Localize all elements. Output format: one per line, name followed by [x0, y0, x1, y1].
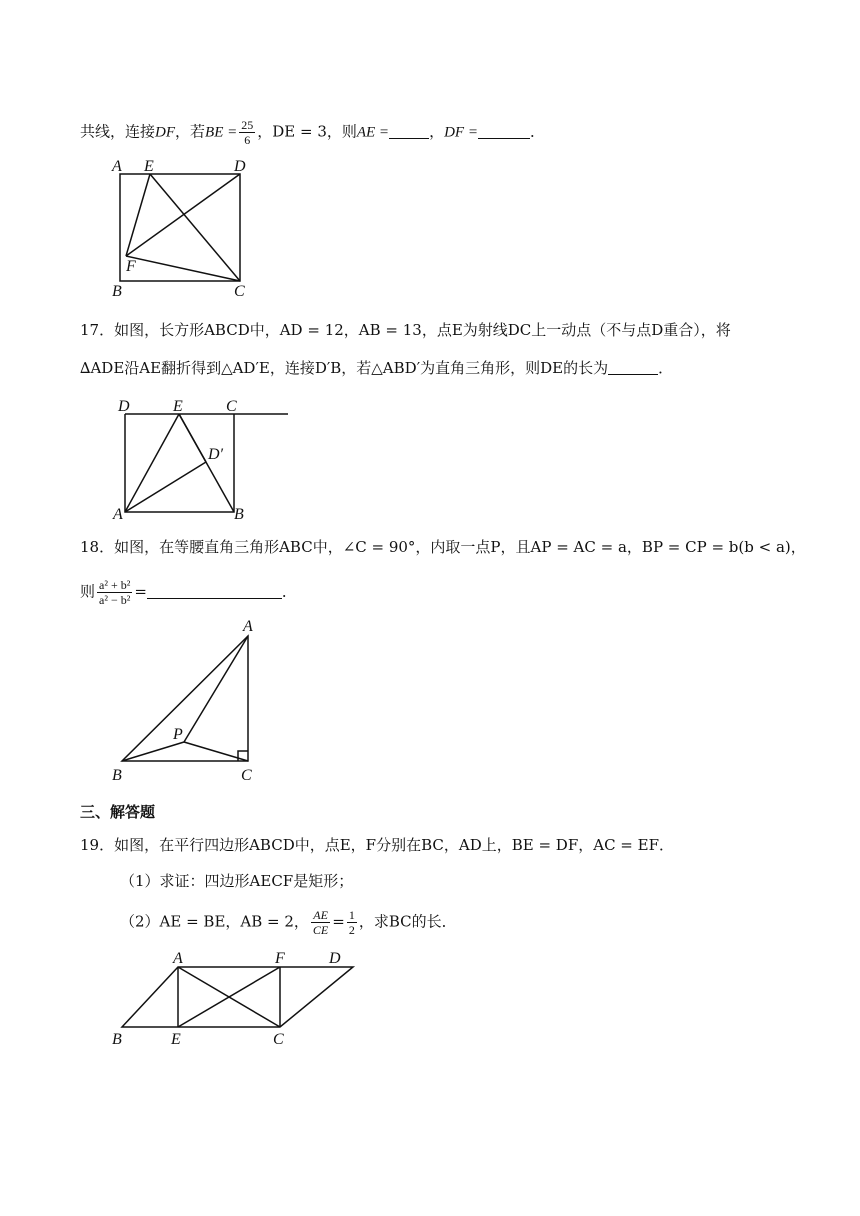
- q18-then: 则: [80, 582, 96, 601]
- q16-label-d: D: [234, 158, 246, 175]
- q16-de-part: ，DE = 3，则: [257, 122, 357, 141]
- q16-comma: ，: [429, 122, 445, 141]
- q16-be-den: 6: [244, 133, 251, 147]
- q18-frac-den: a² − b²: [99, 593, 131, 607]
- q17-label-a: A: [113, 506, 123, 523]
- q17-answer-blank[interactable]: [608, 360, 658, 375]
- q18-figure: [105, 612, 275, 787]
- q16-segment-df: [126, 174, 240, 256]
- q18-line2: [80, 578, 297, 607]
- q19-half-fraction: [347, 908, 357, 937]
- q17-label-c: C: [226, 398, 237, 415]
- q16-df-blank[interactable]: [478, 124, 530, 139]
- q18-answer-blank[interactable]: [147, 584, 282, 599]
- q19-half-num: 1: [348, 908, 355, 922]
- q16-label-a: A: [112, 158, 122, 175]
- q17-segment-ae: [125, 414, 179, 512]
- q16-prefix: 共线，连接: [80, 122, 156, 141]
- q19-line1: 19．如图，在平行四边形ABCD中，点E，F分别在BC，AD上，BE = DF，AC = EF．: [80, 836, 675, 854]
- q19-label-b: B: [112, 1031, 122, 1048]
- q17-rectangle: [125, 414, 234, 512]
- q17-line1: 17．如图，长方形ABCD中，AD = 12，AB = 13，点E为射线DC上一动点（不与点D重合），将: [80, 321, 731, 339]
- q18-eq: =: [134, 582, 147, 601]
- q16-segment-ef: [126, 174, 150, 256]
- q19-ae-ce-fraction: [311, 908, 330, 937]
- q16-be-num: 25: [241, 118, 254, 132]
- q17-line2: [80, 358, 673, 378]
- q18-label-p: P: [173, 726, 183, 743]
- q17-segment-ad-prime: [125, 462, 206, 512]
- q19-part2-end: ，求BC的长．: [358, 912, 457, 931]
- q16-ae-eq: AE =: [356, 124, 390, 141]
- q17-label-d: D: [118, 398, 130, 415]
- q19-frac-num: AE: [313, 908, 328, 922]
- q16-df: DF: [155, 124, 176, 141]
- q16-figure: [100, 150, 260, 300]
- q19-frac-den: CE: [312, 923, 329, 937]
- q19-label-e: E: [171, 1031, 181, 1048]
- q16-label-e: E: [144, 158, 154, 175]
- q18-frac-num: a² + b²: [99, 578, 131, 592]
- q18-label-b: B: [112, 767, 122, 784]
- q19-part1: （1）求证：四边形AECF是矩形；: [120, 872, 354, 890]
- section-3-title: 三、解答题: [80, 803, 156, 821]
- q19-label-f: F: [275, 950, 285, 967]
- q19-half-den: 2: [348, 923, 355, 937]
- q19-label-d: D: [329, 950, 341, 967]
- q16-df-eq: DF =: [444, 124, 478, 141]
- q19-label-a: A: [173, 950, 183, 967]
- q16-label-b: B: [112, 283, 122, 300]
- q18-label-a: A: [243, 618, 253, 635]
- q19-part2: [120, 908, 457, 937]
- q18-fraction: [97, 578, 132, 607]
- q16-ae-blank[interactable]: [389, 124, 429, 139]
- q17-end: ．: [658, 359, 674, 377]
- q19-figure: [105, 945, 365, 1050]
- q18-label-c: C: [241, 767, 252, 784]
- q18-end: ．: [281, 582, 297, 601]
- q16-label-c: C: [234, 283, 245, 300]
- q16-label-f: F: [126, 258, 136, 275]
- q16-if: ，若: [175, 122, 206, 141]
- q16-text: [80, 118, 545, 147]
- q16-be-eq: BE =: [205, 124, 238, 141]
- q17-figure: [110, 396, 300, 521]
- q16-rectangle: [120, 174, 240, 281]
- q16-be-fraction: [239, 118, 255, 147]
- q19-label-c: C: [273, 1031, 284, 1048]
- q16-end: ．: [529, 122, 545, 141]
- q19-eq: =: [332, 912, 345, 931]
- q19-parallelogram: [122, 967, 353, 1027]
- q17-label-b: B: [234, 506, 244, 523]
- q18-line1: 18．如图，在等腰直角三角形ABC中，∠C = 90°，内取一点P，且AP = AC = a，BP = CP = b(b < a)，: [80, 538, 806, 556]
- q17-label-d-prime: D′: [208, 446, 224, 463]
- q17-segment-ed-prime: [179, 414, 206, 462]
- q19-part2-text: （2）AE = BE，AB = 2，: [120, 912, 309, 931]
- q17-line2-text: ∆ADE沿AE翻折得到△AD′E，连接D′B，若△ABD′为直角三角形，则DE的长为: [80, 359, 609, 377]
- q17-label-e: E: [173, 398, 183, 415]
